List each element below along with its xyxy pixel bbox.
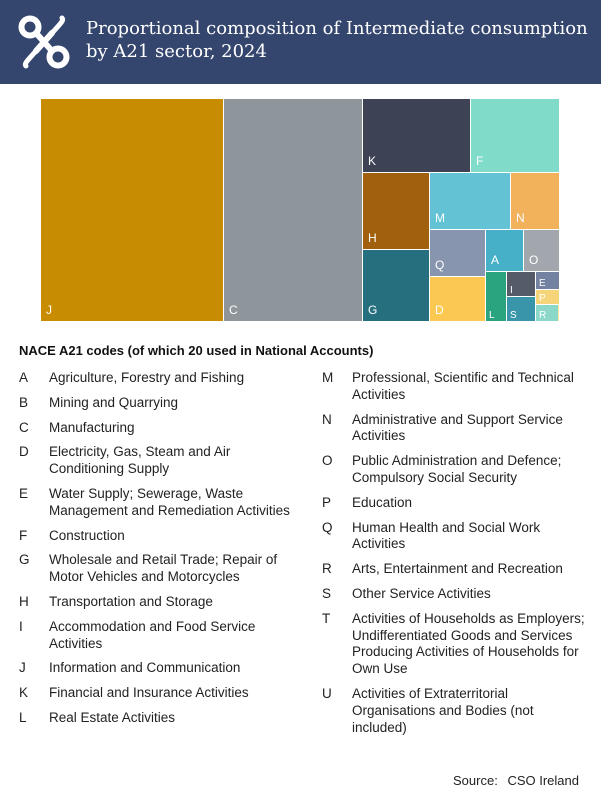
legend-description: Other Service Activities xyxy=(352,585,491,601)
treemap-label: D xyxy=(435,303,444,317)
legend-description: Arts, Entertainment and Recreation xyxy=(352,561,563,577)
legend-item-i xyxy=(19,619,299,653)
source-value: CSO Ireland xyxy=(507,773,579,788)
legend-description: Real Estate Activities xyxy=(49,709,176,725)
treemap-cell-a xyxy=(486,230,523,271)
legend-code: N xyxy=(322,411,332,427)
treemap-cell-s xyxy=(507,297,535,321)
treemap-cell-q xyxy=(430,230,485,276)
treemap-label: F xyxy=(476,154,484,168)
legend-item-e xyxy=(19,486,299,520)
legend-item-h xyxy=(19,594,299,611)
treemap-rect xyxy=(363,99,470,172)
treemap-label: H xyxy=(368,231,377,245)
treemap-cell-p xyxy=(536,290,559,304)
treemap-label: L xyxy=(489,310,495,321)
legend-item-d xyxy=(19,444,299,478)
treemap-label: C xyxy=(229,303,238,317)
legend-description: Activities of Households as Employers; Undifferentiated Goods and Services Producing Activities of Households for Own Use xyxy=(352,610,585,677)
treemap-cell-h xyxy=(363,173,429,249)
treemap-cell-n xyxy=(511,173,559,229)
treemap-label: I xyxy=(510,285,513,296)
legend-description: Human Health and Social Work Activities xyxy=(352,519,541,552)
treemap-rect xyxy=(471,99,559,172)
treemap-chart xyxy=(0,0,601,330)
legend-description: Professional, Scientific and Technical Activities xyxy=(352,370,574,402)
legend-description: Manufacturing xyxy=(49,419,135,435)
legend-item-p xyxy=(322,495,592,512)
legend-item-f xyxy=(19,528,299,545)
legend-code: U xyxy=(322,685,332,701)
legend-code: Q xyxy=(322,519,333,535)
legend-description: Financial and Insurance Activities xyxy=(49,685,249,701)
treemap-cell-t xyxy=(558,305,559,321)
treemap-cell-c xyxy=(224,99,362,321)
legend-item-l xyxy=(19,710,299,727)
legend-code: O xyxy=(322,453,333,469)
treemap-label: O xyxy=(529,253,539,267)
treemap-cell-f xyxy=(471,99,559,172)
legend-column-left xyxy=(19,370,299,735)
legend-item-m xyxy=(322,370,592,404)
treemap-cell-k xyxy=(363,99,470,172)
legend-description: Agriculture, Forestry and Fishing xyxy=(49,370,245,385)
legend-description: Mining and Quarrying xyxy=(49,394,179,410)
legend-item-a xyxy=(19,370,299,387)
legend-description: Activities of Extraterritorial Organisations and Bodies (not included) xyxy=(352,685,534,735)
legend-item-n xyxy=(322,412,592,446)
legend-column-right xyxy=(322,370,592,744)
legend-code: A xyxy=(19,370,29,385)
legend-description: Education xyxy=(352,494,413,510)
legend-item-g xyxy=(19,552,299,586)
treemap-label: E xyxy=(539,278,546,289)
treemap-label: S xyxy=(510,310,517,321)
treemap-label: K xyxy=(368,154,377,168)
legend-description: Transportation and Storage xyxy=(49,593,213,609)
legend-item-j xyxy=(19,660,299,677)
treemap-cell-e xyxy=(536,272,559,289)
legend-code: L xyxy=(19,709,27,725)
legend-code: S xyxy=(322,585,332,601)
legend-code: B xyxy=(19,394,29,410)
source-note xyxy=(453,773,579,788)
legend-item-t xyxy=(322,611,592,678)
treemap-rect xyxy=(224,99,362,321)
legend-title: NACE A21 codes (of which 20 used in National Accounts) xyxy=(19,343,374,358)
treemap-cell-o xyxy=(524,230,559,271)
treemap-label: R xyxy=(539,310,547,321)
legend-code: D xyxy=(19,444,29,460)
legend-item-o xyxy=(322,453,592,487)
legend-code: F xyxy=(19,527,28,543)
treemap-cell-d xyxy=(430,277,485,321)
treemap-label: J xyxy=(46,303,52,317)
treemap-label: P xyxy=(539,293,546,304)
legend-code: M xyxy=(322,370,334,385)
legend-item-b xyxy=(19,395,299,412)
treemap-label: M xyxy=(435,211,445,225)
treemap-label: G xyxy=(368,303,378,317)
legend-description: Administrative and Support Service Activities xyxy=(352,411,563,444)
legend-description: Water Supply; Sewerage, Waste Management and Remediation Activities xyxy=(49,485,290,518)
legend-code: C xyxy=(19,419,29,435)
legend-code: G xyxy=(19,552,30,568)
treemap-rect xyxy=(41,99,223,321)
legend-code: H xyxy=(19,593,29,609)
legend-item-c xyxy=(19,420,299,437)
legend-item-r xyxy=(322,561,592,578)
treemap-cell-g xyxy=(363,250,429,321)
treemap-svg xyxy=(0,0,601,330)
legend-description: Construction xyxy=(49,527,125,543)
legend-item-q xyxy=(322,520,592,554)
legend-code: E xyxy=(19,485,29,501)
treemap-cell-r xyxy=(536,305,558,321)
legend-description: Public Administration and Defence; Compulsory Social Security xyxy=(352,453,562,485)
treemap-cell-m xyxy=(430,173,510,229)
treemap-rect xyxy=(558,305,559,321)
legend-code: R xyxy=(322,561,332,577)
legend-description: Accommodation and Food Service Activities xyxy=(49,618,256,651)
treemap-cell-l xyxy=(486,272,506,321)
legend-item-u xyxy=(322,686,592,736)
treemap-label: Q xyxy=(435,258,445,272)
legend-code: T xyxy=(322,610,331,626)
source-label: Source: xyxy=(453,773,498,788)
chart-title: Proportional composition of Intermediate consumption by A21 sector, 2024 xyxy=(86,18,588,62)
treemap-cell-j xyxy=(41,99,223,321)
legend-code: P xyxy=(322,494,332,510)
legend-code: I xyxy=(19,618,23,634)
legend-description: Wholesale and Retail Trade; Repair of Motor Vehicles and Motorcycles xyxy=(49,552,278,585)
legend-description: Information and Communication xyxy=(49,660,241,676)
legend-description: Electricity, Gas, Steam and Air Conditioning Supply xyxy=(49,444,231,477)
legend-item-s xyxy=(322,586,592,603)
legend-code: J xyxy=(19,660,26,676)
legend-code: K xyxy=(19,685,29,701)
treemap-cell-i xyxy=(507,272,535,296)
treemap-label: A xyxy=(491,253,500,267)
legend-item-k xyxy=(19,685,299,702)
treemap-label: N xyxy=(516,211,525,225)
